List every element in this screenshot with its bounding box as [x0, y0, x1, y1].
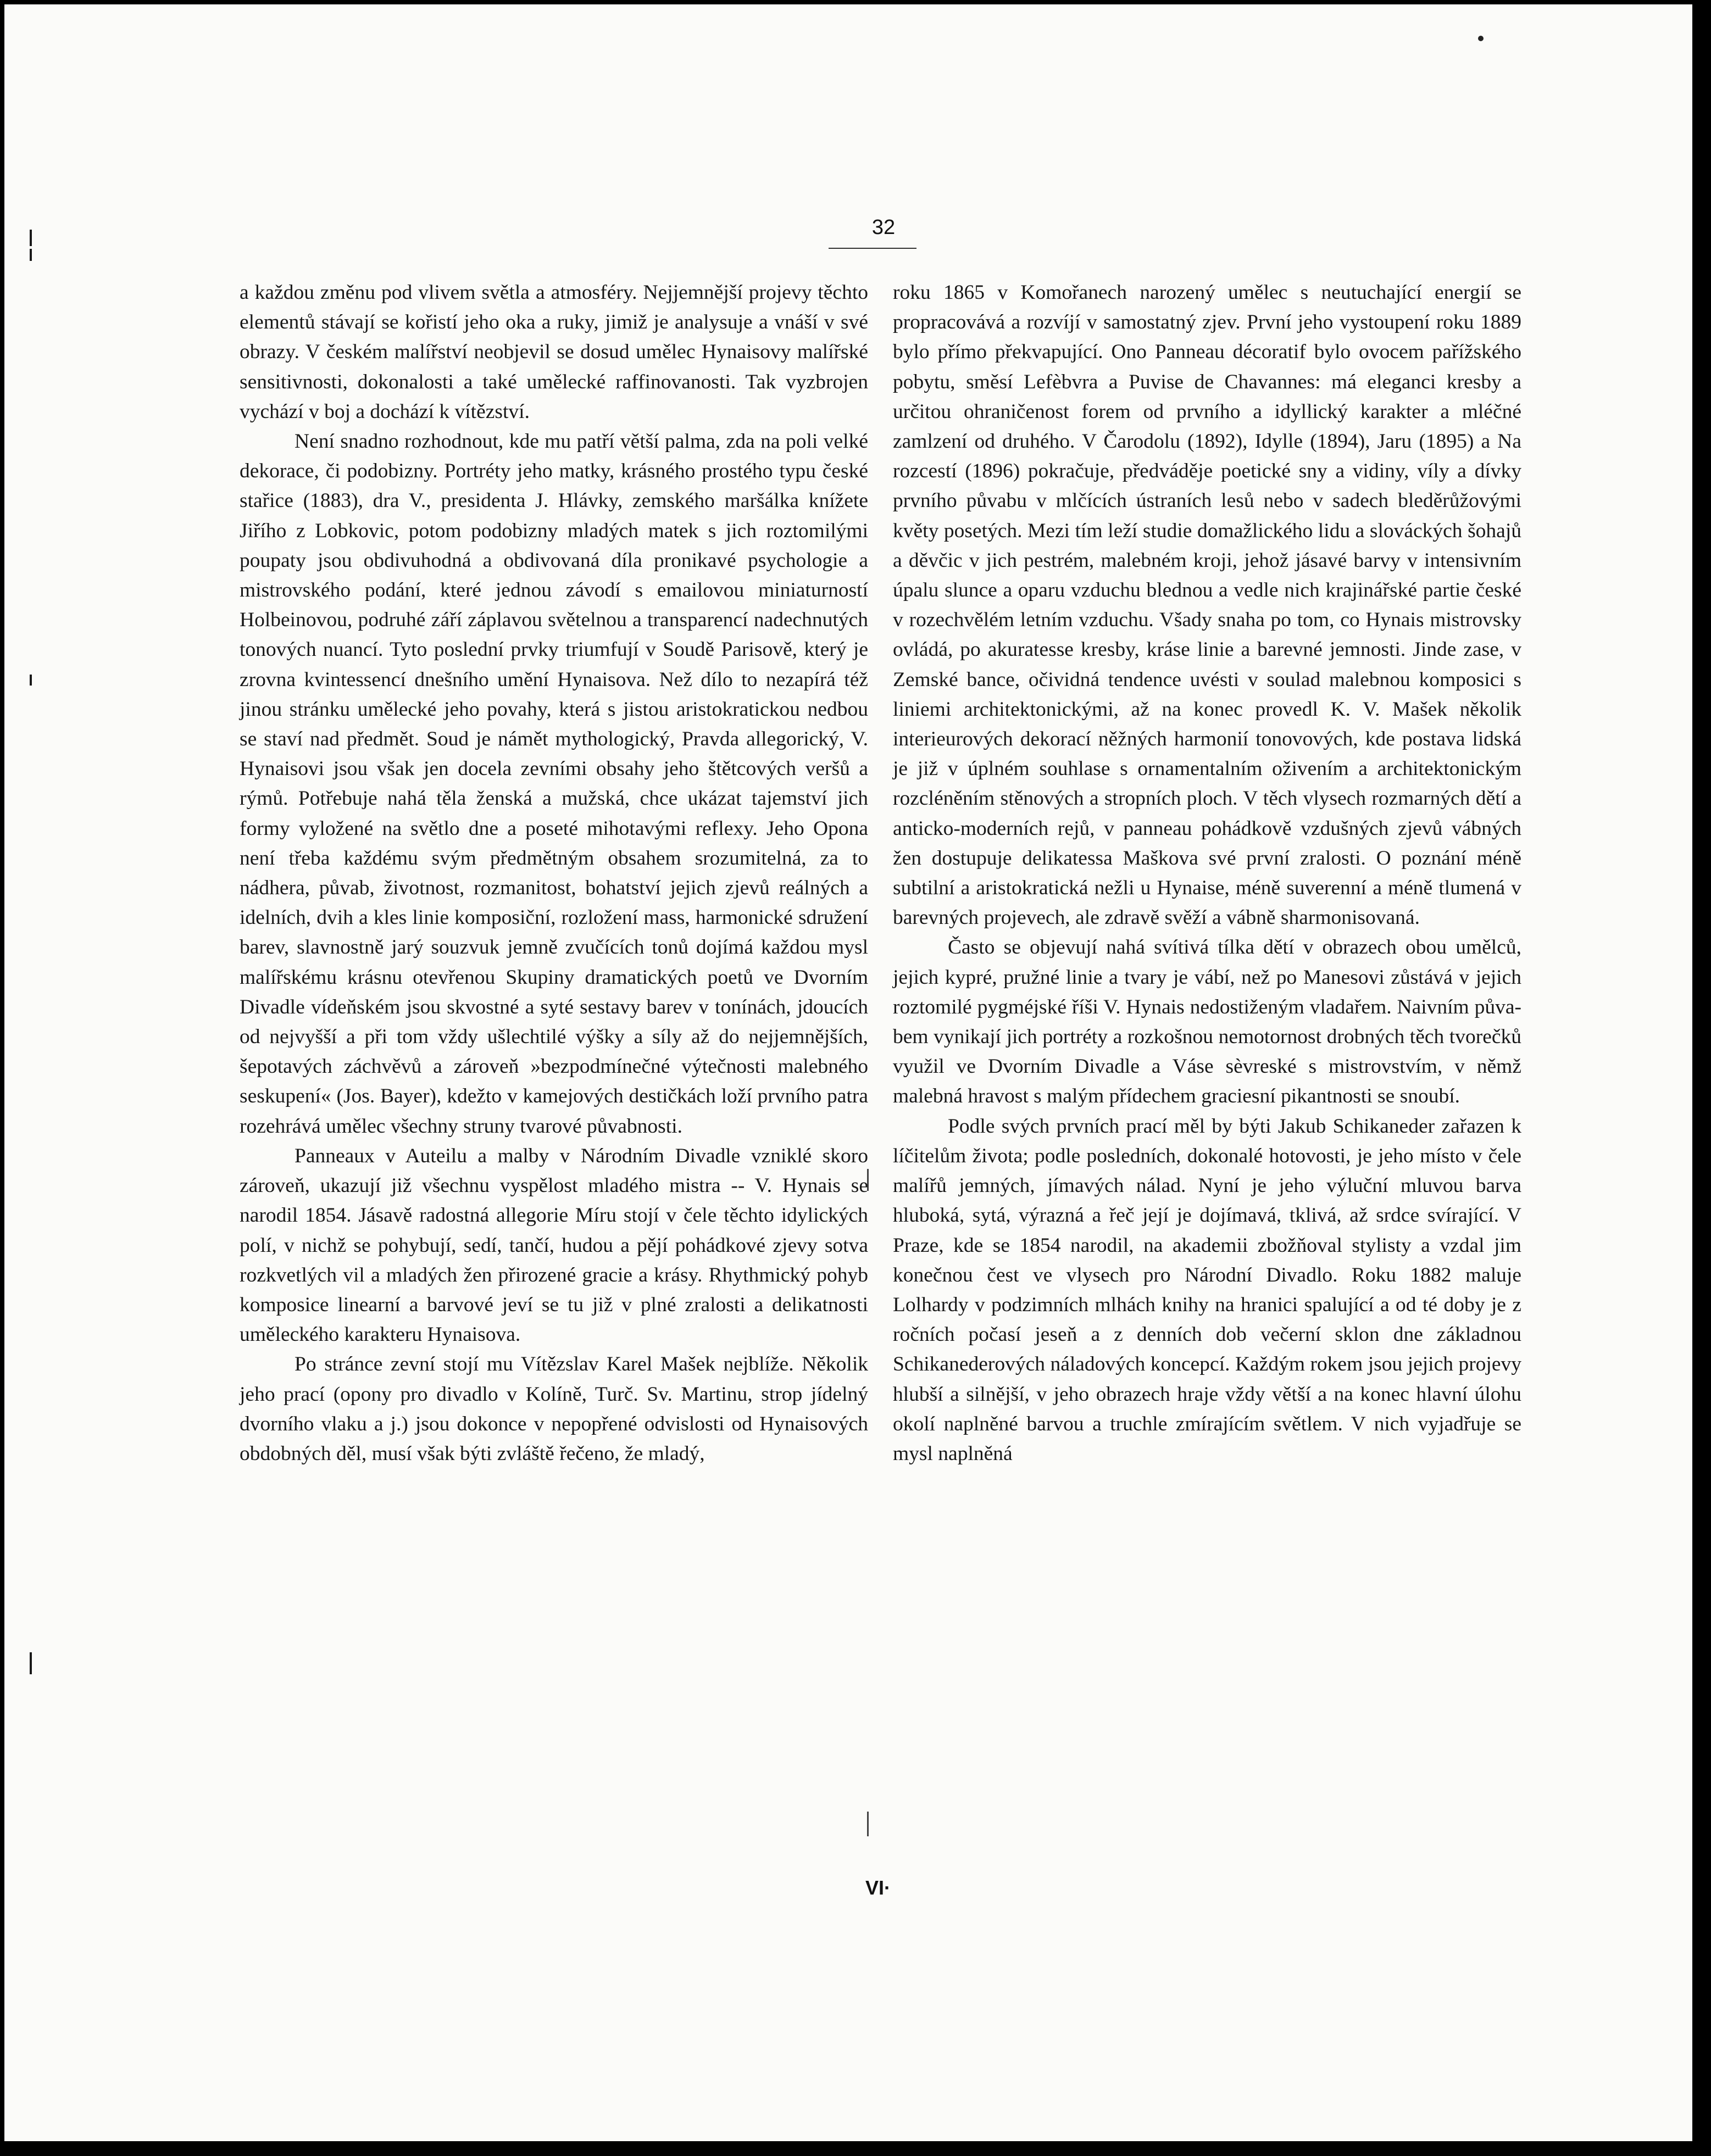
margin-mark — [30, 675, 32, 686]
page-number-rule — [829, 248, 916, 249]
paragraph: Není snadno rozhodnout, kde mu patří větší palma, zda na poli velké dekorace, či podobizny. Portréty jeho matky, krásného prostého typu české stařice (1883), dra V., presidenta J. Hlávky, zemského maršálka knížete Jiřího z Lobkovic, potom podobizny mladých matek s jich roztomilými poupaty jsou obdivuhodná a obdivovaná díla pronikavé psychologie a mistrovského podání, které jednou závodí s emailovou miniaturností Holbeinovou, podruhé září záplavou světelnou a transparencí nadechnutých tonových nuancí. Tyto poslední prvky triumfují v Soudě Parisově, který je zrovna kvintessencí dnešního umění Hynaisova. Než dílo to nezapírá též jinou stránku umělecké jeho povahy, která s jistou aristokratickou nedbou se staví nad předmět. Soud je námět mythologický, Pravda allegorický, V. Hynaisovi jsou však jen docela zevními obsahy jeho štětcových veršů a rýmů. Potřebuje nahá těla ženská a mužská, chce ukázat tajemství jich formy vyložené na světlo dne a poseté mihotavými reflexy. Jeho Opona není třeba každému svým předmětným obsahem srozumitelná, za to nádhera, půvab, životnost, rozmanitost, bohatství jejich zjevů reálných a idelních, dvih a kles linie komposiční, rozložení mass, harmonické sdružení barev, slavnostně jarý souzvuk jemně zvučících tonů dojímá každou mysl malířskému krásnu otevřenou Skupiny dramatických poetů ve Dvorním Divadle vídeňském jsou skvostné a syté sestavy barev v tonínách, jdoucích od nejvyšší a při tom vždy ušlechtilé výšky a síly až do nejjemnějších, šepotavých záchvěvů a zároveň »bezpodmínečné výtečnosti malebného seskupení« (Jos. Bayer), kdežto v kamejových destičkách loží prvního patra rozehrává umělec všechny struny tvarové půvabnosti. — [240, 430, 868, 1138]
signature-mark: VI· — [865, 1876, 891, 1899]
paragraph: roku 1865 v Komořanech narozený umělec s neutuchající energií se propracovává a rozvíjí v samostatný zjev. První jeho vystoupení roku 1889 bylo přímo překvapující. Ono Panneau décoratif bylo ovocem pařížského pobytu, směsí Lefèbvra a Puvise de Chavannes: má eleganci kresby a určitou ohraničenost forem od prvního a idyllický karakter a mléčné zamlzení od druhého. V Čarodolu (1892), Idylle (1894), Jaru (1895) a Na rozcestí (1896) pokračuje, předváděje poetické sny a vidiny, víly a dívky prvního půvabu v mlčících ústraních lesů nebo v sadech bleděrůžovými květy posetých. Mezi tím leží studie domažlického lidu a slováckých šohajů a děvčic v jich pestrém, malebném kroji, jehož jásavé barvy v intensivním úpalu slunce a oparu vzduchu blednou a vedle nich krajinářské partie české v rozechvělém letním vzduchu. Všady snaha po tom, co Hynais mistrovsky ovládá, po akuratesse kresby, kráse linie a barevné jemnosti. Jinde zase, v Zemské bance, očividná tendence uvésti v soulad malebnou komposici s liniemi architektonickými, až na konec provedl K. V. Mašek několik interieurových dekorací něžných harmonií tonovových, kde postava lidská je již v úplném souhlase s ornamentalním oživením a architektonickým rozcléněním stěnových a stropních ploch. V těch vlysech rozmarných dětí a anticko-moderních rejů, v panneau pohádkově vzdušných zjevů vábných žen dostupuje delikatessa Maškova své první zralosti. O poznání méně subtilní a aristokratická nežli u Hynaise, méně suverenní a méně tlumená v barevných projevech, ale zdravě svěží a vábně sharmonisovaná. — [893, 281, 1521, 929]
page-number: 32 — [871, 216, 896, 239]
margin-mark — [30, 1652, 32, 1674]
ink-dot — [1478, 36, 1484, 41]
page-sheet — [4, 4, 1692, 2141]
left-column — [240, 278, 868, 1469]
right-column — [893, 278, 1521, 1469]
margin-mark — [30, 230, 32, 246]
margin-mark — [30, 249, 32, 261]
paragraph: Podle svých prvních prací měl by býti Jakub Schikaneder zařazen k líčitelům života; podle posledních, dokonalé hotovosti, je jeho místo v čele malířů jemných, jímavých nálad. Nyní je jeho výluční mluvou barva hluboká, sytá, výrazná a řeč její je dojímavá, tklivá, až srdce svírající. V Praze, kde se 1854 narodil, na akademii zbožňoval stylisty a vzdal jim konečnou čest ve vlysech pro Národní Divadlo. Roku 1882 maluje Lolhardy v podzimních mlhách knihy na hranici spalující a od té doby je z ročních počasí jeseň a z denních dob večerní sklon dne základnou Schikanederových náladových koncepcí. Každým rokem jsou jejich projevy hlubší a silnější, v jeho obrazech hraje vždy větší a na konec hlavní úlohu okolí naplněné barvou a truchle zmírajícím světlem. V nich vyjadřuje se mysl naplněná — [893, 1115, 1521, 1465]
paragraph: Po stránce zevní stojí mu Vítězslav Karel Mašek nejblíže. Několik jeho prací (opony pro divadlo v Kolíně, Turč. Sv. Martinu, strop jídelný dvorního vlaku a j.) jsou dokonce v nepopřené odvislosti od Hynaisových obdobných děl, musí však býti zvláště řečeno, že mladý, — [240, 1353, 868, 1465]
paragraph: Často se objevují nahá svítivá tílka dětí v obrazech obou umělců, jejich kypré, pružné linie a tvary je vábí, než po Manesovi zůstává v jejich roztomilé pygméjské říši V. Hynais nedostiženým vladařem. Naivním půvabem vynikají jich portréty a rozkošnou nemotornost drobných těch tvorečků využil ve Dvorním Divadle a Váse sèvreské s mistrovstvím, v němž malebná hravost s malým přídechem graciesní pikantnosti se snoubí. — [893, 936, 1521, 1108]
paragraph: a každou změnu pod vlivem světla a atmosféry. Nejjemnější projevy těchto elementů stávají se kořistí jeho oka a ruky, jimiž je analysuje a vnáší v své obrazy. V českém malířství neobjevil se dosud umělec Hynaisovy malířské sensitivnosti, dokonalosti a také umělecké raffinovanosti. Tak vyzbrojen vychází v boj a dochází k vítězství. — [240, 281, 868, 423]
column-mark — [867, 1812, 869, 1836]
paragraph: Panneaux v Auteilu a malby v Národním Divadle vzniklé skoro zároveň, ukazují již všechnu vyspělost mladého mistra -- V. Hynais se narodil 1854. Jásavě radostná allegorie Míru stojí v čele těchto idylických polí, v nichž se pohybují, sedí, tančí, hudou a pějí pohádkové zjevy sotva rozkvetlých vil a mladých žen přirozené gracie a krásy. Rhythmický pohyb komposice linearní a barvové jeví se tu již v plné zralosti a delikatnosti uměleckého karakteru Hynaisova. — [240, 1144, 868, 1346]
